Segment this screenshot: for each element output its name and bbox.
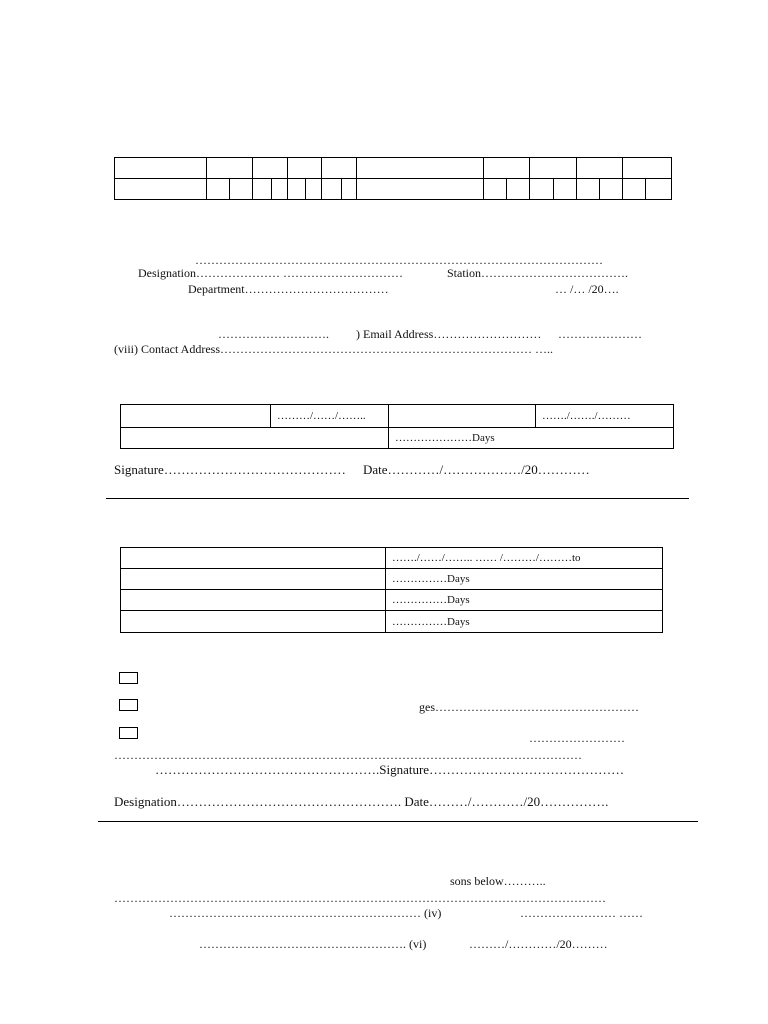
recommendation-signature-field[interactable]: …………………………………………….Signature………………………………………	[155, 762, 625, 777]
email-field[interactable]: ) Email Address………………………	[356, 327, 542, 341]
days-cell[interactable]: …………………Days	[389, 428, 674, 449]
grid-cell	[484, 158, 530, 179]
grid-cell	[253, 158, 287, 179]
grid-cell	[341, 179, 356, 200]
grid-cell	[287, 179, 305, 200]
leave-table-2	[120, 547, 663, 633]
grid-cell	[553, 179, 576, 200]
signature-field[interactable]: Signature……………………………………	[114, 462, 346, 477]
iv-field[interactable]: ……………………………………………………… (iv)	[169, 906, 442, 920]
signature-date-field[interactable]: Date…………/………………/20…………	[363, 462, 590, 477]
grid-cell	[207, 158, 253, 179]
contact-address-field[interactable]: (viii) Contact Address…………………………………………………………………… …..	[114, 342, 553, 356]
grid-cell	[115, 179, 207, 200]
grid-cell	[230, 179, 253, 200]
contact-dots-left[interactable]: ……………………….	[218, 327, 329, 341]
vi-date-field[interactable]: ………/…………/20………	[469, 937, 608, 951]
table-cell	[121, 611, 386, 633]
grid-cell	[599, 179, 622, 200]
date-cell[interactable]: ………/……/……..	[271, 405, 389, 428]
date-stub[interactable]: … /… /20….	[555, 282, 619, 296]
table-cell	[389, 405, 536, 428]
grid-cell	[576, 158, 622, 179]
grid-cell	[530, 179, 553, 200]
grid-cell	[321, 158, 356, 179]
section-divider	[98, 821, 698, 822]
grid-cell	[356, 179, 483, 200]
days-cell[interactable]: ……………Days	[386, 611, 663, 633]
grid-cell	[645, 179, 671, 200]
date-range-cell[interactable]: ……./……/…….. …… /………/………to	[386, 548, 663, 569]
top-code-grid	[114, 157, 672, 200]
sons-below-text[interactable]: sons below………..	[450, 874, 546, 888]
department-field[interactable]: Department………………………………	[188, 282, 389, 296]
designation-field[interactable]: Designation………………… …………………………	[138, 266, 403, 280]
designation-dots-top: …………………………………………………………………………………………	[195, 253, 603, 267]
grid-cell	[622, 158, 671, 179]
section-divider	[106, 498, 689, 499]
date-cell[interactable]: ……./……./………	[536, 405, 674, 428]
grid-cell	[253, 179, 271, 200]
grid-cell	[484, 179, 507, 200]
dots-full-line[interactable]: ……………………………………………………………………………………………………………	[114, 891, 606, 905]
grid-cell	[507, 179, 530, 200]
iv-right-field[interactable]: …………………… ……	[520, 906, 643, 920]
table-cell	[121, 590, 386, 611]
leave-table-1	[120, 404, 674, 449]
grid-cell	[622, 179, 645, 200]
recommendation-designation-field[interactable]: Designation……………………………………………. Date………/…………/20…………….	[114, 794, 609, 809]
table-cell	[121, 405, 271, 428]
checkbox-1[interactable]	[119, 672, 138, 684]
table-cell	[121, 569, 386, 590]
grid-cell	[115, 158, 207, 179]
grid-cell	[321, 179, 341, 200]
ges-text[interactable]: ges……………………………………………	[419, 700, 639, 714]
station-field[interactable]: Station……………………………….	[447, 266, 629, 280]
table-cell	[121, 428, 389, 449]
checkbox-3[interactable]	[119, 727, 138, 739]
grid-cell	[271, 179, 287, 200]
dots-full-line[interactable]: ………………………………………………………………………………………………………	[114, 748, 582, 762]
days-cell[interactable]: ……………Days	[386, 590, 663, 611]
grid-cell	[287, 158, 321, 179]
grid-cell	[305, 179, 321, 200]
table-cell	[121, 548, 386, 569]
grid-cell	[576, 179, 599, 200]
checkbox-2[interactable]	[119, 699, 138, 711]
vi-field[interactable]: ……………………………………………. (vi)	[199, 937, 427, 951]
grid-cell	[530, 158, 576, 179]
days-cell[interactable]: ……………Days	[386, 569, 663, 590]
contact-dots-right[interactable]: …………………	[558, 327, 642, 341]
grid-cell	[207, 179, 230, 200]
dots-short[interactable]: ……………………	[529, 731, 625, 745]
grid-cell	[356, 158, 483, 179]
